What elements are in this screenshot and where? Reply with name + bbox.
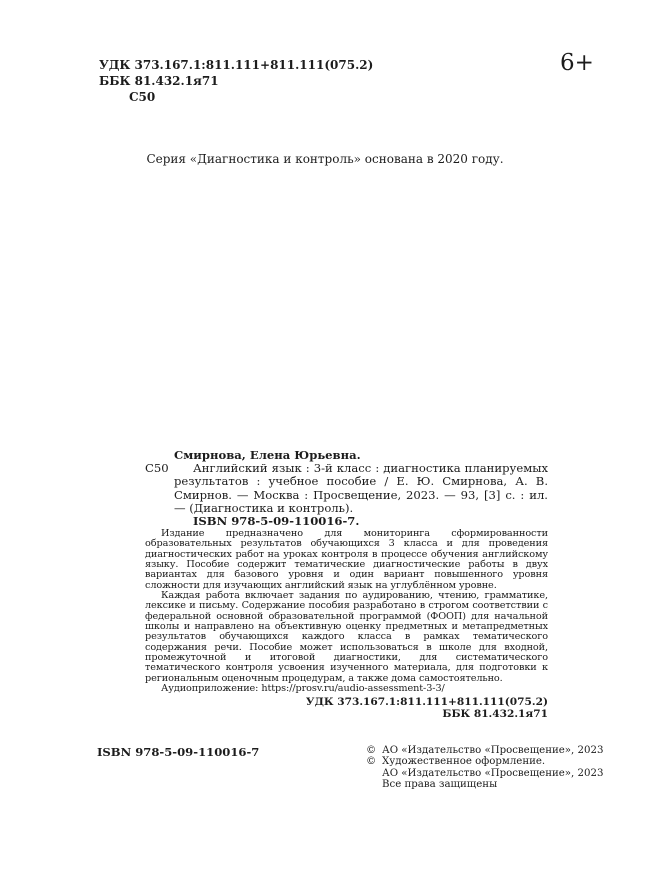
annotation-paragraph-1: Издание предназначено для мониторинга сформированности образовательных результатов обучающихся 3 класса и для проведения диагностических работ на уроках контроля в процессе обучения английскому языку. Пособие содержит тематические диагностические работы в двух вариантах для базового уровня и один вариант повышенного уровня сложности для изучающих английский язык на углублённом уровне. [145, 528, 548, 591]
copyright-line [366, 779, 603, 790]
copyright-line [366, 768, 603, 779]
udk-footer-line: УДК 373.167.1:811.111+811.111(075.2) [305, 696, 548, 708]
copyright-symbol: © [366, 756, 377, 768]
copyright-symbol [366, 779, 382, 790]
copyright-block [366, 745, 603, 790]
catalog-card-body [174, 449, 548, 528]
bbk-footer-line: ББК 81.432.1я71 [442, 707, 548, 720]
udk-line: УДК 373.167.1:811.111+811.111(075.2) [99, 58, 374, 72]
annotation-block [145, 529, 548, 695]
copyright-line [366, 756, 603, 767]
series-note: Серия «Диагностика и контроль» основана в 2020 году. [146, 152, 504, 166]
copyright-text: АО «Издательство «Просвещение», 2023 [382, 745, 604, 756]
author-sign-line: С50 [129, 90, 156, 104]
copyright-text: Все права защищены [382, 778, 498, 790]
copyright-symbol: © [366, 745, 377, 756]
audio-app-line: Аудиоприложение: https://prosv.ru/audio-assessment-3-3/ [161, 683, 445, 695]
top-classification-block [99, 57, 373, 105]
catalog-card-isbn: ISBN 978-5-09-110016-7. [193, 514, 360, 529]
catalog-card [145, 449, 548, 528]
bibliographic-description: Английский язык : 3-й класс : диагностика планируемых результатов : учебное пособие / Е. Ю. Смирнова, А. В. Смирнов. — Москва : Просвещение, 2023. — 93, [3] с. : ил. — (Диагностика и контроль). [174, 461, 548, 515]
author-name: Смирнова, Елена Юрьевна. [174, 448, 361, 462]
copyright-text: АО «Издательство «Просвещение», 2023 [382, 767, 604, 779]
annotation-paragraph-2: Каждая работа включает задания по аудированию, чтению, грамматике, лексике и письму. Содержание пособия разработано в строгом соответствии с федеральной основной образовательной программой (ФООП) для начальной школы и направлено на объективную оценку предметных и метапредметных результатов обучающихся каждого класса в рамках тематического содержания речи. Пособие может использоваться в школе для входной, промежуточной и итоговой диагностики, для систематического тематического контроля усвоения изученного материала, для подготовки к региональным оценочным процедурам, а также дома самостоятельно. [145, 590, 548, 684]
copyright-symbol [366, 768, 382, 779]
bbk-line: ББК 81.432.1я71 [99, 74, 219, 88]
copyright-text: Художественное оформление. [382, 756, 546, 768]
age-rating-badge: 6+ [560, 50, 594, 76]
imprint-isbn: ISBN 978-5-09-110016-7 [97, 745, 260, 759]
copyright-line [366, 745, 603, 756]
catalog-card-code: С50 [145, 461, 169, 476]
classifiers-footer [145, 697, 548, 720]
